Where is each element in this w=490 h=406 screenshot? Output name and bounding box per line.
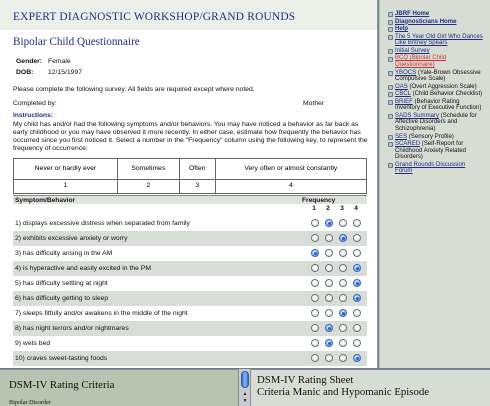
frequency-radio-3[interactable] — [339, 234, 347, 242]
sidebar-frame — [379, 0, 490, 368]
page-subtitle: Bipolar Child Questionnaire — [13, 36, 140, 48]
frequency-radio-2[interactable] — [325, 264, 333, 272]
frequency-column-3: 3 — [340, 205, 344, 212]
frequency-column-2: 2 — [326, 205, 330, 212]
frequency-radio-3[interactable] — [339, 354, 347, 362]
sidebar-link-oas[interactable]: OAS — [395, 83, 408, 90]
symptom-label: 3) has difficulty arising in the AM — [15, 250, 113, 257]
sidebar-item — [388, 134, 484, 141]
sidebar-nav-list — [388, 11, 484, 176]
sidebar-link-bcq[interactable]: BCQ (Bipolar Child Questionnaire) — [395, 55, 447, 68]
survey-intro: Please complete the following survey. All fields are required except where noted. — [13, 86, 255, 93]
bipolar-disorder-label: Bipolar Disorder — [9, 399, 51, 406]
frequency-radio-4[interactable] — [353, 324, 361, 332]
frequency-radio-1[interactable] — [311, 339, 319, 347]
frequency-radio-3[interactable] — [339, 219, 347, 227]
frequency-radio-1[interactable] — [311, 219, 319, 227]
sidebar-link-diagnosticians-home[interactable]: Diagnosticians Home — [395, 18, 457, 25]
symptom-row — [13, 246, 367, 261]
gender-label: Gender: — [16, 58, 43, 65]
frequency-radio-4[interactable] — [353, 279, 361, 287]
frequency-radio-1[interactable] — [311, 279, 319, 287]
frequency-key-number: 4 — [215, 179, 366, 193]
instructions-label: Instructions: — [13, 112, 53, 119]
symptom-label: 2) exhibits excessive anxiety or worry — [15, 235, 128, 242]
frequency-key-number-row — [14, 179, 367, 193]
instructions-text: My child has and/or had the following symptoms and/or behaviors. You may have noticed a behavior as far back as early childhood or you may have observed it more recently. In either case, estimate how frequently the behavior has occurred since you first noticed it. Select a number in the "Frequency" column using the following key, to represent the frequency of occurrence: — [13, 121, 368, 153]
frequency-radio-4[interactable] — [353, 354, 361, 362]
symptom-label: 9) wets bed — [15, 340, 51, 347]
sidebar-link-brief[interactable]: BRIEF — [395, 98, 413, 105]
frequency-radio-1[interactable] — [311, 309, 319, 317]
frequency-radio-3[interactable] — [339, 339, 347, 347]
vertical-scrollbar[interactable] — [238, 369, 251, 406]
sidebar-item — [388, 34, 484, 47]
frequency-key-label: Very often or almost constantly — [215, 159, 366, 180]
symptom-row — [13, 306, 367, 321]
page-title: EXPERT DIAGNOSTIC WORKSHOP/GRAND ROUNDS — [13, 11, 296, 23]
frequency-column-headers — [0, 205, 378, 214]
sidebar-item — [388, 11, 484, 18]
frequency-radio-4[interactable] — [353, 249, 361, 257]
symptom-rows — [13, 216, 367, 366]
sidebar-item — [388, 141, 484, 161]
sidebar-item — [388, 19, 484, 26]
dsm-rating-sheet-title: DSM-IV Rating Sheet — [257, 374, 354, 386]
sidebar-link-help[interactable]: Help — [395, 26, 409, 33]
frequency-radio-3[interactable] — [339, 264, 347, 272]
frequency-radio-4[interactable] — [353, 234, 361, 242]
frequency-key-label: Often — [179, 159, 215, 180]
frequency-radio-2[interactable] — [325, 324, 333, 332]
up-arrow-icon[interactable]: ▲ — [242, 391, 248, 397]
symptom-label: 4) is hyperactive and easily excited in the PM — [15, 265, 152, 272]
frequency-column-4: 4 — [354, 205, 358, 212]
symptom-label: 7) sleeps fitfully and/or awakens in the middle of the night — [15, 310, 188, 317]
symptom-label: 5) has difficulty settling at night — [15, 280, 108, 287]
frequency-radio-1[interactable] — [311, 324, 319, 332]
sidebar-item — [388, 113, 484, 133]
frequency-radio-4[interactable] — [353, 219, 361, 227]
completed-by-value: Mother — [303, 100, 325, 107]
sidebar-item — [388, 48, 484, 55]
sidebar-desc: (Schedule for Affective Disorders and Schizophrenia) — [395, 112, 477, 132]
frequency-key-number: 1 — [14, 179, 118, 193]
gender-value: Female — [48, 58, 71, 65]
frequency-radio-4[interactable] — [353, 294, 361, 302]
dsm-rating-criteria-title: DSM-IV Rating Criteria — [9, 379, 115, 391]
frequency-key-label-row — [14, 159, 367, 180]
frequency-radio-1[interactable] — [311, 234, 319, 242]
symptom-row — [13, 216, 367, 231]
symptom-table-header — [13, 195, 367, 204]
frequency-key-label: Never or hardly ever — [14, 159, 118, 180]
frequency-radio-1[interactable] — [311, 264, 319, 272]
down-arrow-icon[interactable]: ▼ — [242, 398, 248, 404]
dob-value: 12/15/1997 — [48, 69, 83, 76]
sidebar-item — [388, 162, 484, 175]
gender-line — [16, 58, 71, 65]
frequency-radio-2[interactable] — [325, 354, 333, 362]
sidebar-desc: (Overt Aggression Scale) — [407, 83, 477, 90]
symptom-label: 1) displays excessive distress when separated from family — [15, 220, 190, 227]
sidebar-link-initial-survey[interactable]: Initial Survey — [395, 47, 430, 54]
sidebar-item — [388, 70, 484, 83]
symptom-label: 10) craves sweet-tasting foods — [15, 355, 108, 362]
frequency-radio-4[interactable] — [353, 264, 361, 272]
sidebar-link-grand-rounds-forum[interactable]: Grand Rounds Discussion Forum — [395, 161, 466, 175]
frequency-radio-3[interactable] — [339, 324, 347, 332]
frequency-radio-2[interactable] — [325, 279, 333, 287]
sidebar-desc: (Self-Report for Childhood Anxiety Related Disorders) — [395, 141, 466, 161]
sidebar-desc: (Child Behavior Checklist) — [410, 91, 483, 98]
dob-label: DOB: — [16, 69, 34, 76]
frequency-radio-3[interactable] — [339, 249, 347, 257]
frequency-radio-2[interactable] — [325, 249, 333, 257]
sidebar-desc: (Behavior Rating Inventory of Executive Function) — [395, 98, 482, 112]
frequency-key-label: Sometimes — [117, 159, 179, 180]
symptom-row — [13, 321, 367, 336]
sidebar-link-sads-summary[interactable]: SADS Summary — [395, 112, 440, 119]
frequency-radio-3[interactable] — [339, 279, 347, 287]
sidebar-link-ses[interactable]: SES — [395, 133, 408, 140]
symptom-header: Symptom/Behavior — [15, 197, 76, 204]
scroll-thumb[interactable] — [241, 371, 249, 388]
manic-hypomanic-criteria-label: Criteria Manic and Hypomanic Episode — [257, 386, 430, 398]
sidebar-link-case-title[interactable]: The 5 Year Old Girl Who Dances Like Britney Spears — [395, 33, 483, 47]
sidebar-item — [388, 84, 484, 91]
frequency-radio-4[interactable] — [353, 309, 361, 317]
frequency-radio-2[interactable] — [325, 234, 333, 242]
symptom-row — [13, 276, 367, 291]
frequency-radio-1[interactable] — [311, 249, 319, 257]
symptom-label: 8) has night terrors and/or nightmares — [15, 325, 129, 332]
sidebar-link-cbcl[interactable]: CBCL — [395, 91, 411, 98]
frequency-key-table — [13, 158, 367, 194]
frequency-radio-2[interactable] — [325, 294, 333, 302]
frequency-radio-2[interactable] — [325, 219, 333, 227]
sidebar-link-jbrf-home[interactable]: JBRF Home — [395, 11, 430, 17]
sidebar-link-scared[interactable]: SCARED — [395, 141, 421, 148]
symptom-row — [13, 291, 367, 306]
completed-by-label: Completed by: — [13, 100, 57, 107]
sidebar-item — [388, 26, 484, 33]
frequency-radio-3[interactable] — [339, 309, 347, 317]
frequency-radio-2[interactable] — [325, 309, 333, 317]
sidebar-link-ybocs[interactable]: YBOCS — [395, 69, 417, 76]
symptom-row — [13, 336, 367, 351]
frequency-key-number: 3 — [179, 179, 215, 193]
frequency-header: Frequency — [302, 197, 336, 204]
frequency-radio-4[interactable] — [353, 339, 361, 347]
dsm-rating-criteria-frame[interactable] — [0, 369, 238, 406]
sidebar-item — [388, 99, 484, 112]
symptom-label: 6) has difficulty getting to sleep — [15, 295, 109, 302]
sidebar-item — [388, 91, 484, 98]
frequency-column-1: 1 — [312, 205, 316, 212]
sidebar-item — [388, 55, 484, 68]
frequency-radio-2[interactable] — [325, 339, 333, 347]
frequency-radio-3[interactable] — [339, 294, 347, 302]
sidebar-desc: (Yale-Brown Obsessive Compulsive Scale) — [395, 69, 481, 83]
dob-line — [16, 69, 82, 76]
frequency-key-number: 2 — [117, 179, 179, 193]
frequency-radio-1[interactable] — [311, 294, 319, 302]
frequency-radio-1[interactable] — [311, 354, 319, 362]
symptom-row — [13, 231, 367, 246]
symptom-row — [13, 261, 367, 276]
symptom-row — [13, 351, 367, 366]
dsm-rating-sheet-frame[interactable] — [251, 369, 490, 406]
sidebar-desc: (Sensory Profile) — [407, 133, 454, 140]
